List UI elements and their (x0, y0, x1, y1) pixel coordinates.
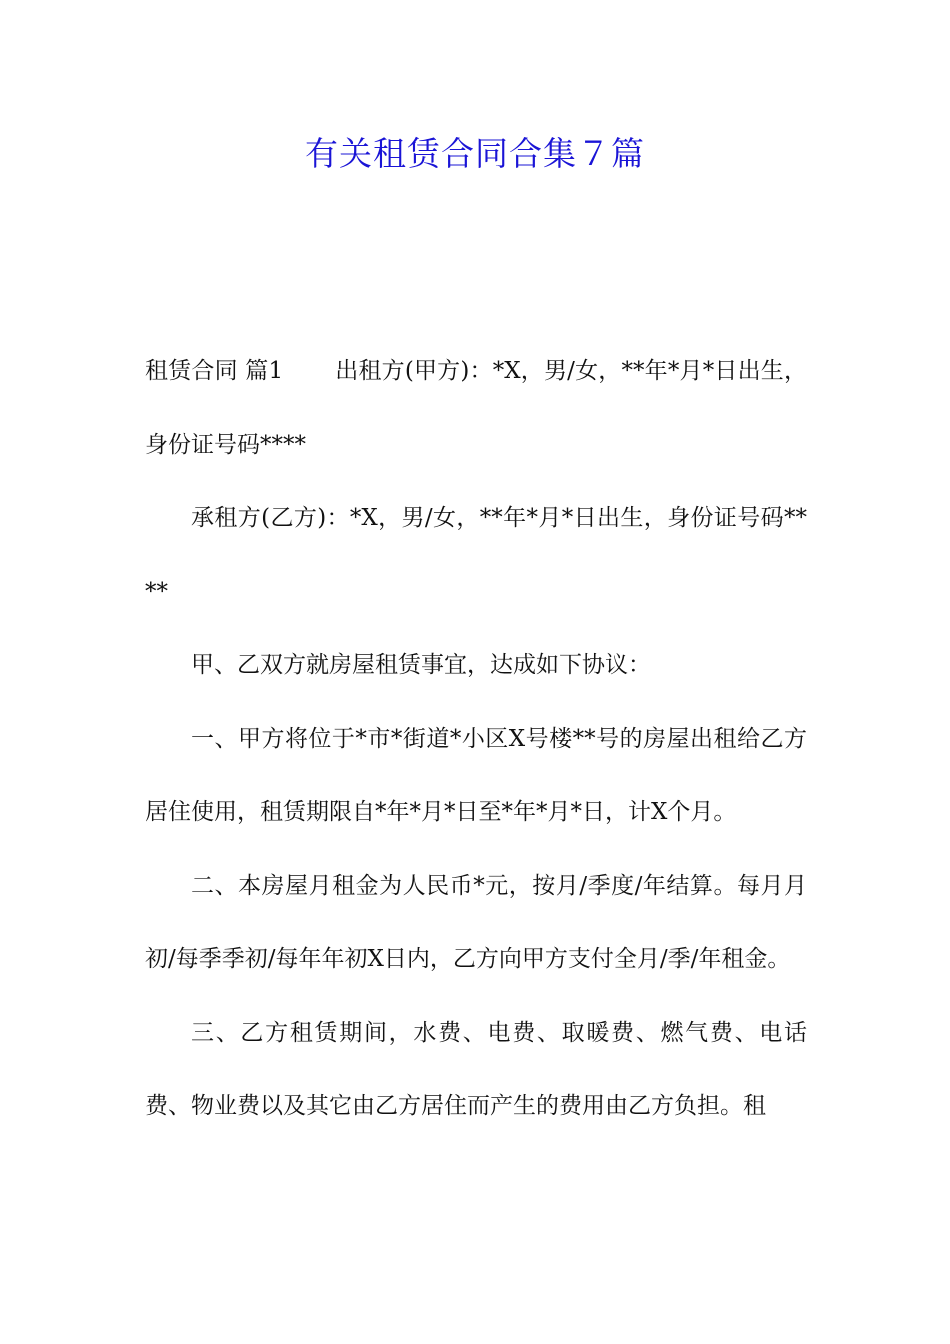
document-body (145, 335, 807, 1144)
section-heading: 租赁合同 篇1 (145, 358, 284, 384)
first-paragraph (145, 335, 807, 482)
clause-one-paragraph: 一、甲方将位于*市*街道*小区X号楼**号的房屋出租给乙方居住使用，租赁期限自*年*月*日至*年*月*日，计X个月。 (145, 725, 807, 825)
agreement-intro-paragraph: 甲、乙双方就房屋租赁事宜，达成如下协议： (191, 652, 651, 678)
clause-three-paragraph: 三、乙方租赁期间，水费、电费、取暖费、燃气费、电话费、物业费以及其它由乙方居住而产生的费用由乙方负担。租 (145, 1019, 807, 1119)
lessor-info: 出租方(甲方)：*X，男/女，**年*月*日出生，身份证号码**** (145, 358, 807, 458)
clause-two-paragraph: 二、本房屋月租金为人民币*元，按月/季度/年结算。每月月初/每季季初/每年年初X日内，乙方向甲方支付全月/季/年租金。 (145, 872, 807, 972)
document-title: 有关租赁合同合集７篇 (305, 134, 645, 173)
lessee-paragraph: 承租方(乙方)：*X，男/女，**年*月*日出生，身份证号码**** (145, 505, 807, 605)
